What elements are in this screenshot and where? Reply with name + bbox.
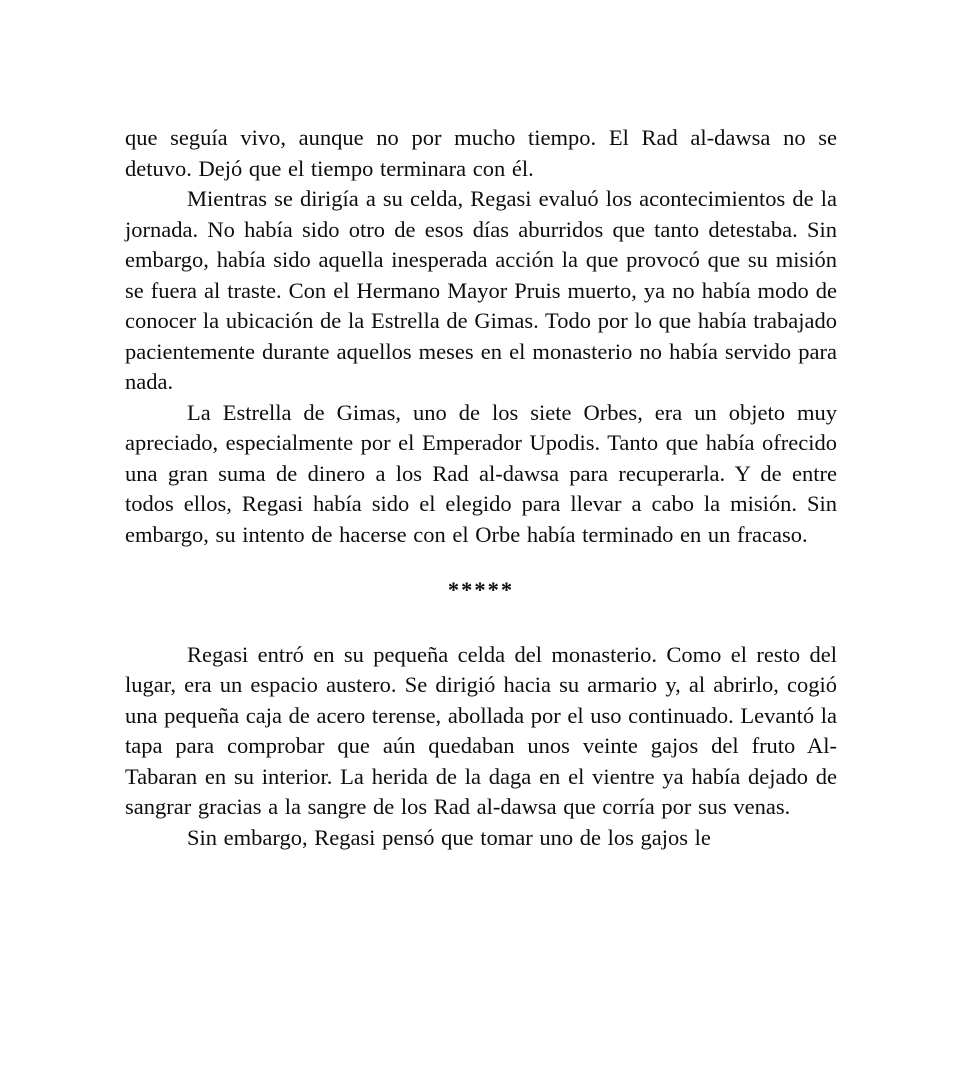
paragraph: que seguía vivo, aunque no por mucho tiempo. El Rad al-dawsa no se detuvo. Dejó que el tiempo terminara con él. [125,125,837,181]
paragraph: Regasi entró en su pequeña celda del monasterio. Como el resto del lugar, era un espacio austero. Se dirigió hacia su armario y, al abrirlo, cogió una pequeña caja de acero terense, abollada por el uso continuado. Levantó la tapa para comprobar que aún quedaban unos veinte gajos del fruto Al-Tabaran en su interior. La herida de la daga en el vientre ya había dejado de sangrar gracias a la sangre de los Rad al-dawsa que corría por sus venas. [125,641,837,819]
paragraph: Mientras se dirigía a su celda, Regasi evaluó los acontecimientos de la jornada. No había sido otro de esos días aburridos que tanto detestaba. Sin embargo, había sido aquella inesperada acción la que provocó que su misión se fuera al traste. Con el Hermano Mayor Pruis muerto, ya no había modo de conocer la ubicación de la Estrella de Gimas. Todo por lo que había trabajado pacientemente durante aquellos meses en el monasterio no había servido para nada. [125,186,837,394]
section-separator: ***** [447,577,515,602]
page-text-block [125,123,837,853]
paragraph: La Estrella de Gimas, uno de los siete Orbes, era un objeto muy apreciado, especialmente por el Emperador Upodis. Tanto que había ofrecido una gran suma de dinero a los Rad al-dawsa para recuperarla. Y de entre todos ellos, Regasi había sido el elegido para llevar a cabo la misión. Sin embargo, su intento de hacerse con el Orbe había terminado en un fracaso. [125,399,837,547]
paragraph: Sin embargo, Regasi pensó que tomar uno de los gajos le [187,824,711,850]
